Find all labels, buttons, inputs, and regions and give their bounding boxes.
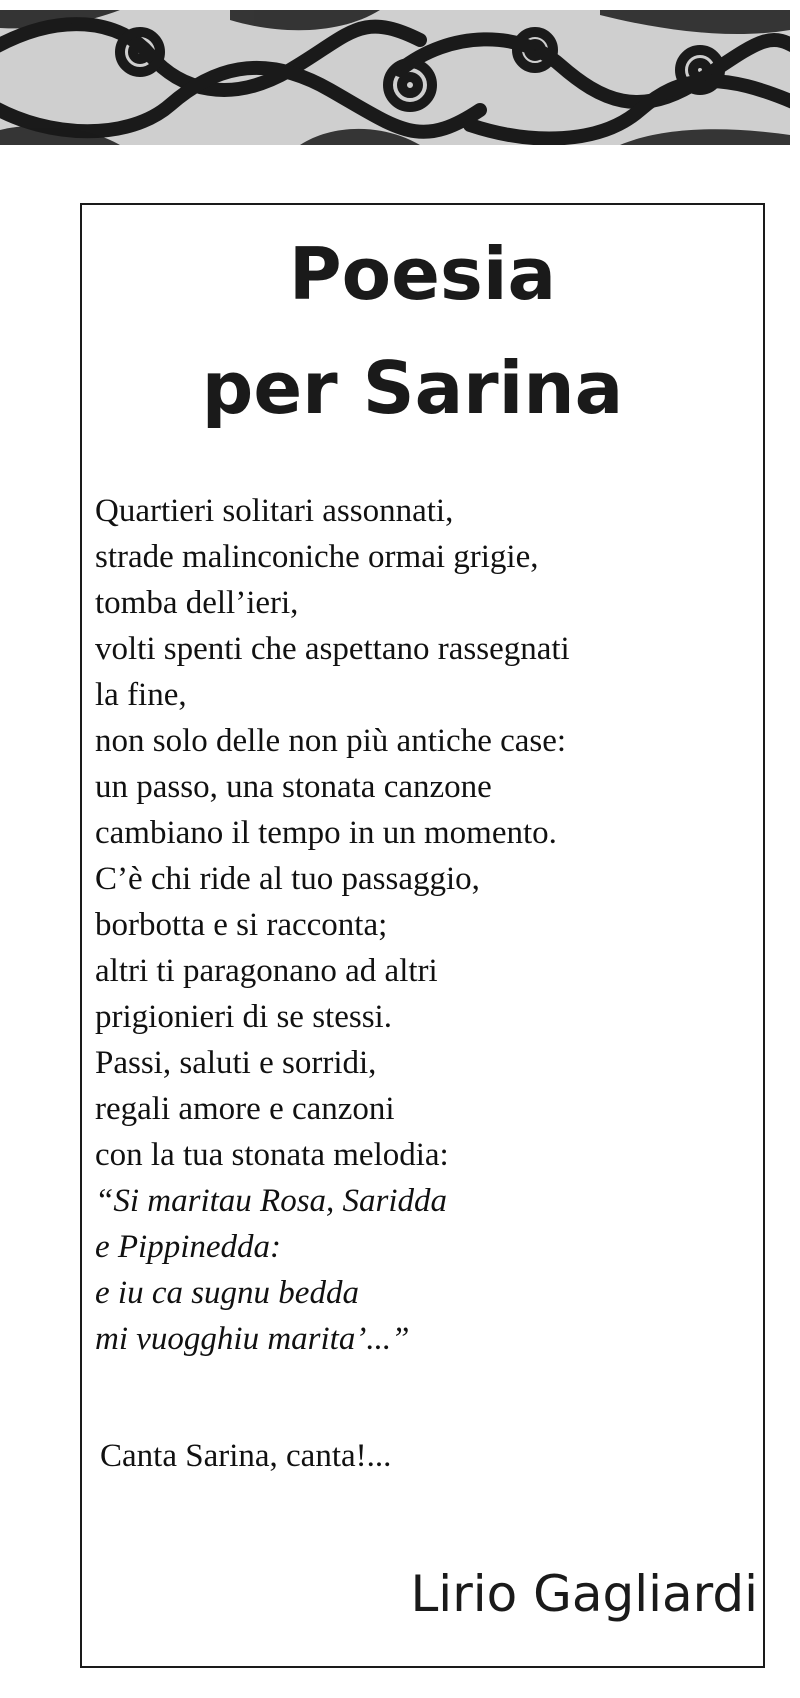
poem-line: la fine, (95, 677, 187, 713)
poem-line: non solo delle non più antiche case: (95, 723, 567, 759)
poem-line: cambiano il tempo in un momento. (95, 815, 557, 851)
title-line-1: Poesia (288, 232, 557, 316)
poem-body (95, 488, 570, 1362)
poem-line: strade malinconiche ormai grigie, (95, 539, 539, 575)
poem-line: altri ti paragonano ad altri (95, 953, 438, 989)
poem-line: prigionieri di se stessi. (95, 999, 392, 1035)
poem-line: un passo, una stonata canzone (95, 769, 492, 805)
poem-italic-line: mi vuogghiu marita’...” (95, 1321, 410, 1357)
poem-line: tomba dell’ieri, (95, 585, 299, 621)
decorative-cloud-banner-icon (0, 10, 790, 145)
poem-italic-line: e iu ca sugnu bedda (95, 1275, 359, 1311)
author-signature: Lirio Gagliardi (410, 1565, 758, 1623)
poem-closing-line: Canta Sarina, canta!... (100, 1438, 392, 1474)
poem-line: Passi, saluti e sorridi, (95, 1045, 377, 1081)
poem-line: volti spenti che aspettano rassegnati (95, 631, 570, 667)
poem-line: C’è chi ride al tuo passaggio, (95, 861, 480, 897)
poem-line: con la tua stonata melodia: (95, 1137, 449, 1173)
poem-italic-line: e Pippinedda: (95, 1229, 282, 1265)
poem-italic-line: “Si maritau Rosa, Saridda (95, 1183, 448, 1219)
poem-line: regali amore e canzoni (95, 1091, 395, 1127)
poem-line: borbotta e si racconta; (95, 907, 388, 943)
title-line-2: per Sarina (201, 346, 624, 430)
poem-line: Quartieri solitari assonnati, (95, 493, 454, 529)
